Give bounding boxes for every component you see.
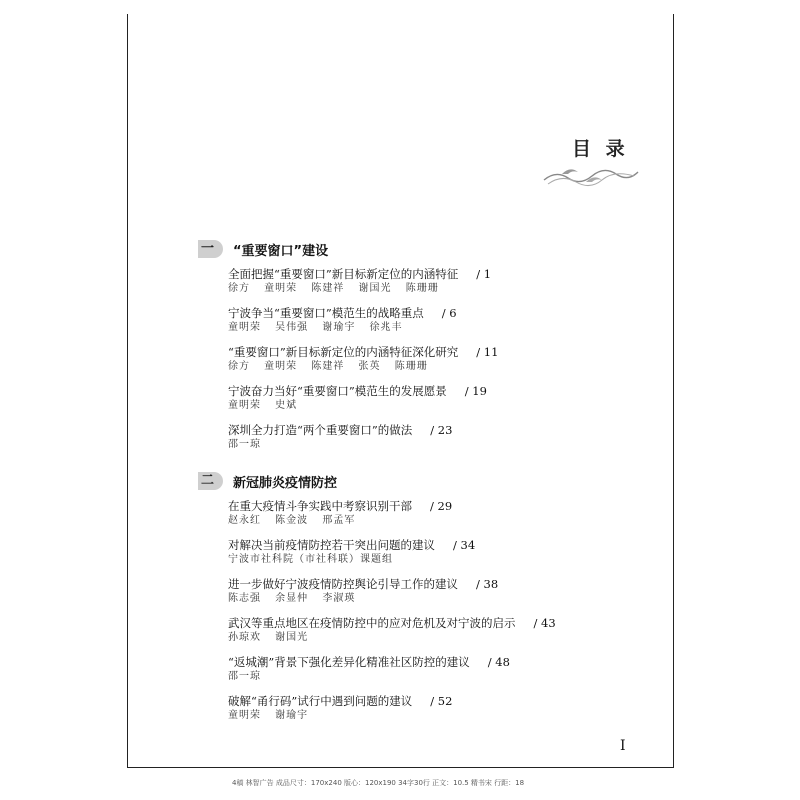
page-separator: / xyxy=(430,694,438,708)
entry-page: 52 xyxy=(437,694,453,708)
entry-title: 破解“甬行码”试行中遇到问题的建议 xyxy=(228,694,413,708)
entry-authors: 徐方 童明荣 陈建祥 张英 陈珊珊 xyxy=(228,361,428,372)
page-number: I xyxy=(620,738,626,754)
entry-page: 19 xyxy=(472,384,487,398)
entry-title: 进一步做好宁波疫情防控舆论引导工作的建议 xyxy=(228,577,458,591)
entry-authors: 徐方 童明荣 陈建祥 谢国光 陈珊珊 xyxy=(228,283,439,294)
toc-heading: 目 录 xyxy=(572,138,629,160)
page-separator: / xyxy=(476,267,484,281)
page-separator: / xyxy=(441,306,450,320)
entry-page: 34 xyxy=(460,538,476,552)
page-separator: / xyxy=(453,538,461,552)
entry-page: 1 xyxy=(483,267,492,281)
toc-entry[interactable] xyxy=(228,615,556,645)
page-separator: / xyxy=(464,384,473,398)
entry-authors: 邵一琼 xyxy=(228,439,261,450)
entry-title: “重要窗口”新目标新定位的内涵特征深化研究 xyxy=(228,345,459,359)
section-header xyxy=(198,238,498,260)
section-title: “重要窗口”建设 xyxy=(233,243,329,259)
entry-title: 宁波奋力当好“重要窗口”模范生的发展愿景 xyxy=(228,384,447,398)
section-header xyxy=(198,470,556,492)
entry-title: 在重大疫情斗争实践中考察识别干部 xyxy=(228,499,412,513)
entry-title: 宁波争当“重要窗口”模范生的战略重点 xyxy=(228,306,424,320)
page-separator: / xyxy=(533,616,542,630)
toc-entry[interactable] xyxy=(228,576,556,606)
entry-authors: 童明荣 谢瑜宇 xyxy=(228,710,309,721)
entry-authors: 孙琼欢 谢国光 xyxy=(228,632,309,643)
entry-authors: 童明荣 吴伟强 谢瑜宇 徐兆丰 xyxy=(228,322,403,333)
toc-entry[interactable] xyxy=(228,654,556,684)
print-footer: 4稿 林智广告 成品尺寸：170x240 版心：120x190 34字30行 正文：10.5 精书宋 行距：18 xyxy=(232,779,525,787)
toc-entry[interactable] xyxy=(228,422,498,452)
toc-entry[interactable] xyxy=(228,537,556,567)
toc-entry[interactable] xyxy=(228,305,498,335)
entry-page: 23 xyxy=(437,423,453,437)
section-title: 新冠肺炎疫情防控 xyxy=(233,475,338,491)
toc-entry[interactable] xyxy=(228,344,498,374)
entry-authors: 宁波市社科院（市社科联）课题组 xyxy=(228,554,393,565)
entry-page: 11 xyxy=(483,345,499,359)
entry-authors: 赵永红 陈金波 邢孟军 xyxy=(228,515,356,526)
entry-page: 29 xyxy=(437,499,453,513)
toc-entry[interactable] xyxy=(228,266,498,296)
entry-page: 38 xyxy=(483,577,499,591)
toc-entry[interactable] xyxy=(228,693,556,723)
entry-title: 对解决当前疫情防控若干突出问题的建议 xyxy=(228,538,435,552)
toc-section-2 xyxy=(198,470,556,723)
entry-title: “返城潮”背景下强化差异化精准社区防控的建议 xyxy=(228,655,470,669)
entry-page: 6 xyxy=(449,306,457,320)
toc-section-1 xyxy=(198,238,498,452)
entry-page: 48 xyxy=(495,655,510,669)
wave-ornament-icon xyxy=(542,160,640,188)
entry-title: 深圳全力打造“两个重要窗口”的做法 xyxy=(228,423,413,437)
entry-authors: 邵一琼 xyxy=(228,671,261,682)
entry-title: 武汉等重点地区在疫情防控中的应对危机及对宁波的启示 xyxy=(228,616,516,630)
page-separator: / xyxy=(430,423,438,437)
page-separator: / xyxy=(476,345,484,359)
toc-entry[interactable] xyxy=(228,498,556,528)
toc-entry[interactable] xyxy=(228,383,498,413)
section-number-badge: 一 xyxy=(198,240,223,258)
entry-page: 43 xyxy=(541,616,556,630)
entry-authors: 童明荣 史斌 xyxy=(228,400,298,411)
entry-authors: 陈志强 余显仲 李淑瑛 xyxy=(228,593,356,604)
page-separator: / xyxy=(476,577,484,591)
entry-title: 全面把握“重要窗口”新目标新定位的内涵特征 xyxy=(228,267,459,281)
section-number-badge: 二 xyxy=(198,472,223,490)
page-separator: / xyxy=(487,655,496,669)
page-separator: / xyxy=(430,499,438,513)
